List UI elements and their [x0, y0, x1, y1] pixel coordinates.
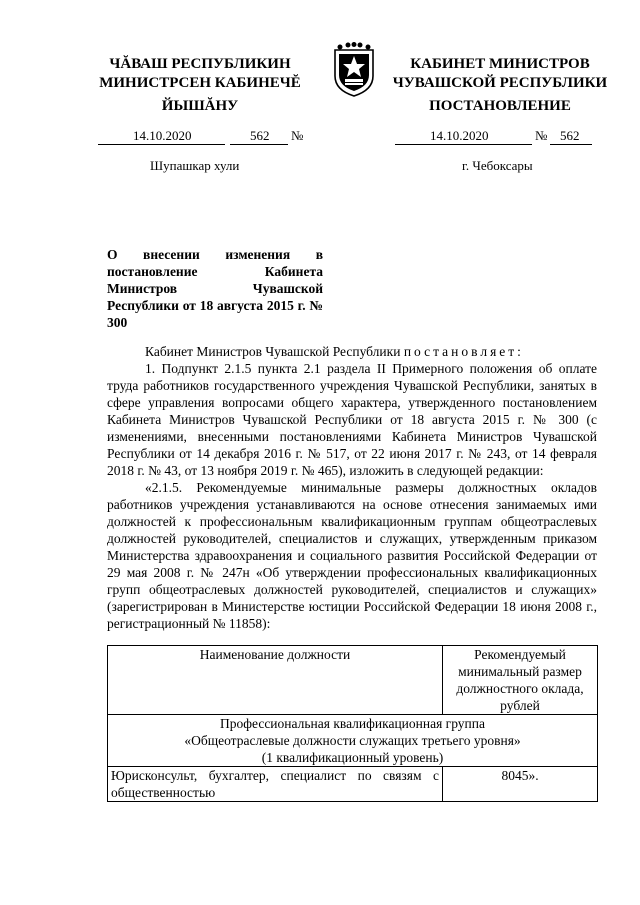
right-date: 14.10.2020 — [430, 128, 489, 143]
table-group-row — [108, 715, 598, 767]
left-date: 14.10.2020 — [133, 128, 192, 143]
header-left-line2: МИНИСТРСЕН КАБИНЕЧĔ — [99, 75, 301, 91]
document-body — [107, 343, 597, 632]
intro-verb: постановляет: — [403, 344, 524, 359]
document-title: О внесении изменения в постановление Кабинета Министров Чувашской Республики от 18 августа 2015 г. № 300 — [107, 247, 323, 330]
group-line-3: (1 квалификационный уровень) — [261, 750, 444, 765]
right-number: 562 — [560, 128, 580, 143]
left-number: 562 — [250, 128, 270, 143]
left-place: Шупашкар хули — [150, 158, 240, 173]
table-row — [108, 767, 598, 802]
header-right-doc-type: ПОСТАНОВЛЕНИЕ — [429, 98, 571, 114]
left-number-underline — [230, 144, 288, 145]
intro-paragraph — [107, 343, 597, 360]
chuvashia-emblem-icon — [331, 42, 377, 98]
table-group-cell — [108, 715, 598, 767]
paragraph-1: 1. Подпункт 2.1.5 пункта 2.1 раздела II Примерного положения об оплате труда работников государственного учреждения Чувашской Республики, занятых в сфере управления вопросами общего характера, утвержденного постановлением Кабинета Министров Чувашской Республики от 18 августа 2015 г. № 300 (с изменениями, внесенными постановлениями Кабинета Министров Чувашской Республики от 14 декабря 2016 г. № 517, от 22 июня 2017 г. № 243, от 14 февраля 2018 г. № 43, от 13 ноября 2019 г. № 465), изложить в следующей редакции: — [107, 361, 597, 478]
left-date-underline — [98, 144, 225, 145]
table-col1-header: Наименование должности — [108, 646, 443, 715]
right-date-underline — [395, 144, 532, 145]
paragraph-2: «2.1.5. Рекомендуемые минимальные размеры должностных окладов работников учреждения устанавливаются на основе отнесения занимаемых ими должностей к профессиональным квалификационным группам общеотраслевых должностей руководителей, специалистов и служащих, утвержденным приказом Министерства здравоохранения и социального развития Российской Федерации от 29 мая 2008 г. № 247н «Об утверждении профессиональных квалификационных групп общеотраслевых должностей руководителей, специалистов и служащих» (зарегистрирован в Министерстве юстиции Российской Федерации 18 июня 2008 г., регистрационный № 11858): — [107, 480, 597, 631]
group-line-2: «Общеотраслевые должности служащих третьего уровня» — [184, 733, 521, 748]
table-salary-cell: 8045». — [443, 767, 598, 802]
header-left — [80, 55, 320, 93]
right-number-sign: № — [535, 128, 548, 143]
group-line-1: Профессиональная квалификационная группа — [220, 716, 485, 731]
header-left-line1: ЧĂВАШ РЕСПУБЛИКИН — [109, 56, 291, 72]
salary-table — [107, 645, 598, 802]
intro-prefix: Кабинет Министров Чувашской Республики — [145, 344, 404, 359]
left-number-sign: № — [291, 128, 304, 143]
header-left-doc-type: ЙЫШĂНУ — [161, 98, 239, 114]
header-right-line1: КАБИНЕТ МИНИСТРОВ — [410, 56, 590, 72]
table-header-row — [108, 646, 598, 715]
table-position-cell: Юрисконсульт, бухгалтер, специалист по связям с общественностью — [108, 767, 443, 802]
header-right — [380, 55, 620, 93]
right-number-underline — [550, 144, 592, 145]
header-right-line2: ЧУВАШСКОЙ РЕСПУБЛИКИ — [392, 75, 608, 91]
right-place: г. Чебоксары — [462, 158, 533, 173]
table-col2-header: Рекомендуемый минимальный размер должностного оклада, рублей — [443, 646, 598, 715]
